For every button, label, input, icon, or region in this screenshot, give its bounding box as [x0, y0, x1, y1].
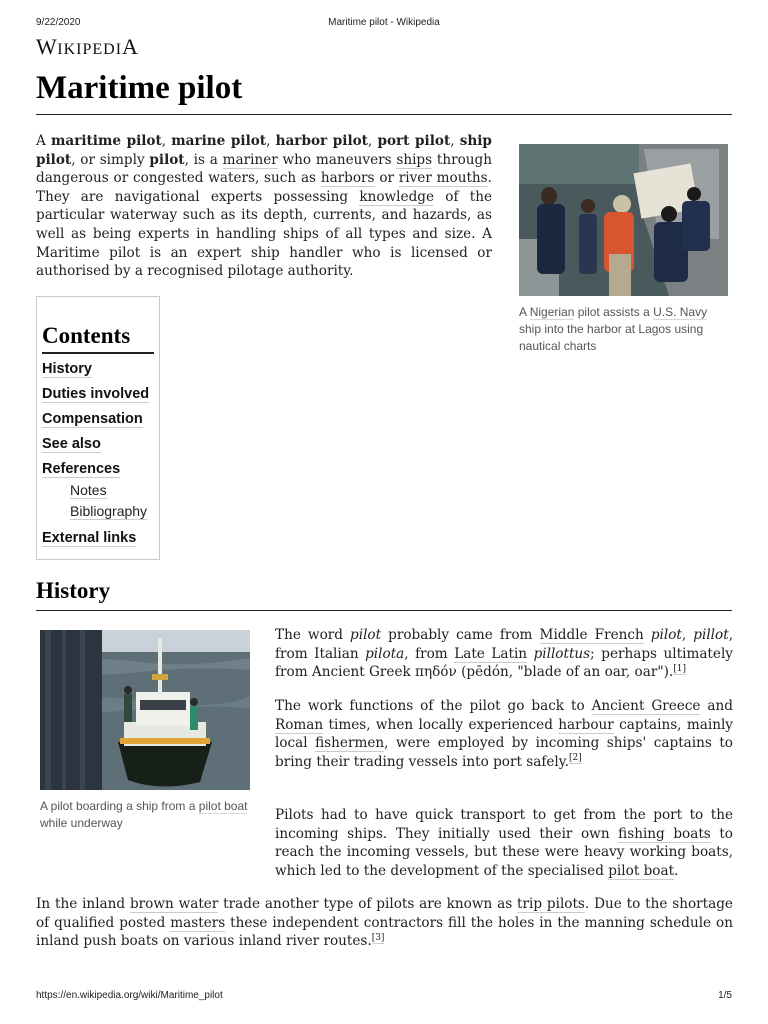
intro-text: or [374, 170, 399, 187]
link-roman[interactable]: Roman [275, 716, 324, 733]
toc-label: History [42, 361, 92, 377]
link-us-navy[interactable]: U.S. Navy [653, 305, 708, 319]
figure-pilot-boat [40, 630, 252, 832]
history-paragraph-3 [36, 806, 733, 880]
title-rule [36, 114, 732, 115]
print-url: https://en.wikipedia.org/wiki/Maritime_pilot [36, 990, 223, 1001]
link-fishing-boats[interactable]: fishing boats [618, 825, 711, 842]
body-text: times, when locally experienced [323, 716, 559, 733]
term-harbor-pilot: harbor pilot [275, 133, 368, 149]
toc-item-duties-involved[interactable] [42, 385, 159, 404]
reference-3[interactable]: [3] [371, 932, 385, 943]
body-text: to reach the incoming vessels, but these were heavy working boats, which led to the development of the specialised [275, 825, 733, 879]
wordmark-ikipedi: IKIPEDI [57, 41, 123, 58]
body-text: The work functions of the pilot go back to [275, 698, 592, 714]
history-paragraph-4 [36, 895, 733, 951]
italic-pillottus: pillottus [533, 645, 591, 662]
body-text: captains, mainly local [275, 716, 733, 752]
link-nigerian[interactable]: Nigerian [529, 305, 575, 319]
wordmark-w: W [36, 34, 58, 59]
body-text: these independent contractors fill the holes in the manning schedule on inland push boats on various inland river routes. [36, 914, 733, 950]
toc-label: Duties involved [42, 386, 150, 402]
caption-text: pilot assists a [574, 305, 654, 319]
link-trip-pilots[interactable]: trip pilots [517, 896, 585, 912]
print-date: 9/22/2020 [36, 17, 81, 28]
body-text: (pēdón, "blade of an oar, oar"). [456, 664, 674, 681]
intro-text: , [450, 133, 460, 149]
caption-text: while underway [40, 816, 123, 830]
reference-1[interactable]: [1] [673, 663, 686, 674]
link-pilot-boat[interactable]: pilot boat [608, 862, 675, 879]
italic-pilot: pilot [350, 627, 382, 643]
history-paragraph-1 [275, 626, 733, 682]
toc-label: Bibliography [70, 503, 148, 519]
body-text: trade another type of pilots are known as [218, 896, 518, 912]
caption-text: A pilot boarding a ship from a [40, 799, 199, 813]
section-heading-history: History [36, 578, 111, 603]
intro-text: through dangerous or congested waters, such as [36, 151, 492, 187]
reference-2[interactable]: [2] [568, 753, 582, 764]
toc-item-see-also[interactable] [42, 435, 159, 454]
intro-text: , [367, 133, 378, 149]
toc-item-history[interactable] [42, 360, 159, 379]
intro-text: who maneuvers [277, 151, 397, 168]
toc-subitem-bibliography[interactable] [70, 502, 159, 521]
toc-item-references[interactable] [42, 460, 159, 479]
link-brown-water[interactable]: brown water [129, 896, 219, 912]
link-masters[interactable]: masters [170, 914, 226, 931]
body-text: The word [275, 627, 351, 643]
intro-text: of the particular waterway such as its depth, currents, and hazards, as well as being experts in handling ships of all types and size. A Maritime pilot is an expert ship handler who is licensed or authorised by a recognised pilotage authority. [36, 188, 493, 280]
intro-paragraph [36, 132, 492, 281]
toc-label: Notes [70, 482, 107, 498]
body-text: In the inland [36, 896, 130, 912]
section-rule [36, 610, 732, 611]
print-page-title: Maritime pilot - Wikipedia [328, 17, 440, 28]
body-text: . Due to the shortage of qualified posted [36, 896, 733, 931]
italic-pilot: pilot [650, 627, 682, 643]
body-text: , from Italian [275, 627, 734, 662]
link-mariner[interactable]: mariner [222, 151, 278, 168]
intro-text: . They are navigational experts possessing [36, 170, 492, 205]
toc-label: Compensation [42, 411, 143, 427]
table-of-contents [36, 296, 160, 560]
link-middle-french[interactable]: Middle French [539, 627, 644, 643]
intro-text: A [36, 133, 51, 149]
page-title: Maritime pilot [36, 70, 243, 106]
link-ancient-greece[interactable]: Ancient Greece [591, 698, 701, 714]
toc-label: External links [42, 530, 137, 546]
term-pilot: pilot [149, 151, 185, 168]
caption-text: ship into the harbor at Lagos using nautical charts [519, 322, 704, 353]
term-maritime-pilot: maritime pilot [51, 133, 162, 149]
intro-text: , or simply [71, 151, 150, 168]
print-header [36, 17, 732, 31]
print-footer [36, 990, 732, 1004]
toc-subitem-notes[interactable] [70, 481, 159, 500]
body-text: , [681, 627, 694, 643]
link-ships[interactable]: ships [396, 151, 433, 168]
caption-text: A [519, 305, 530, 319]
wikipedia-wordmark[interactable] [36, 34, 138, 60]
body-text: . [674, 862, 679, 879]
term-port-pilot: port pilot [377, 133, 451, 149]
link-late-latin[interactable]: Late Latin [454, 645, 528, 662]
figure-wrap-spacer [36, 806, 275, 862]
term-ship-pilot: ship pilot [36, 133, 492, 168]
link-pilot-boat[interactable]: pilot boat [198, 799, 248, 813]
wordmark-a: A [122, 34, 139, 59]
link-fishermen[interactable]: fishermen [315, 735, 385, 752]
body-text [644, 627, 651, 643]
link-knowledge[interactable]: knowledge [359, 188, 435, 205]
toc-title: Contents [42, 323, 154, 354]
toc-item-external-links[interactable] [42, 529, 159, 548]
link-river-mouths[interactable]: river mouths [398, 170, 488, 187]
intro-text: , [266, 133, 276, 149]
toc-item-compensation[interactable] [42, 410, 159, 429]
toc-label: References [42, 461, 121, 477]
intro-text: , [161, 133, 172, 149]
pilot-boat-photo[interactable] [40, 630, 250, 790]
body-text: , were employed by incoming ships' captains to bring their trading vessels into port safely. [275, 735, 733, 770]
body-text: and [700, 698, 733, 714]
greek-word: πηδόν [415, 664, 457, 681]
body-text: ; perhaps ultimately from Ancient Greek [275, 645, 733, 681]
print-page-number: 1/5 [718, 990, 732, 1001]
caption-nigerian-pilot [519, 304, 729, 355]
figure-nigerian-pilot [519, 144, 729, 355]
history-paragraph-2 [275, 697, 733, 771]
italic-pillot: pillot [693, 627, 729, 643]
term-marine-pilot: marine pilot [171, 133, 267, 149]
intro-text: , is a [184, 151, 223, 168]
link-harbour[interactable]: harbour [558, 716, 614, 733]
body-text: probably came from [381, 627, 540, 643]
toc-label: See also [42, 436, 101, 452]
body-text: Pilots had to have quick transport to get from the port to the incoming ships. They initially used their own [275, 807, 733, 842]
link-harbors[interactable]: harbors [320, 170, 375, 187]
italic-pilota: pilota [365, 645, 405, 662]
body-text: , from [404, 645, 455, 662]
nigerian-pilot-photo[interactable] [519, 144, 728, 296]
